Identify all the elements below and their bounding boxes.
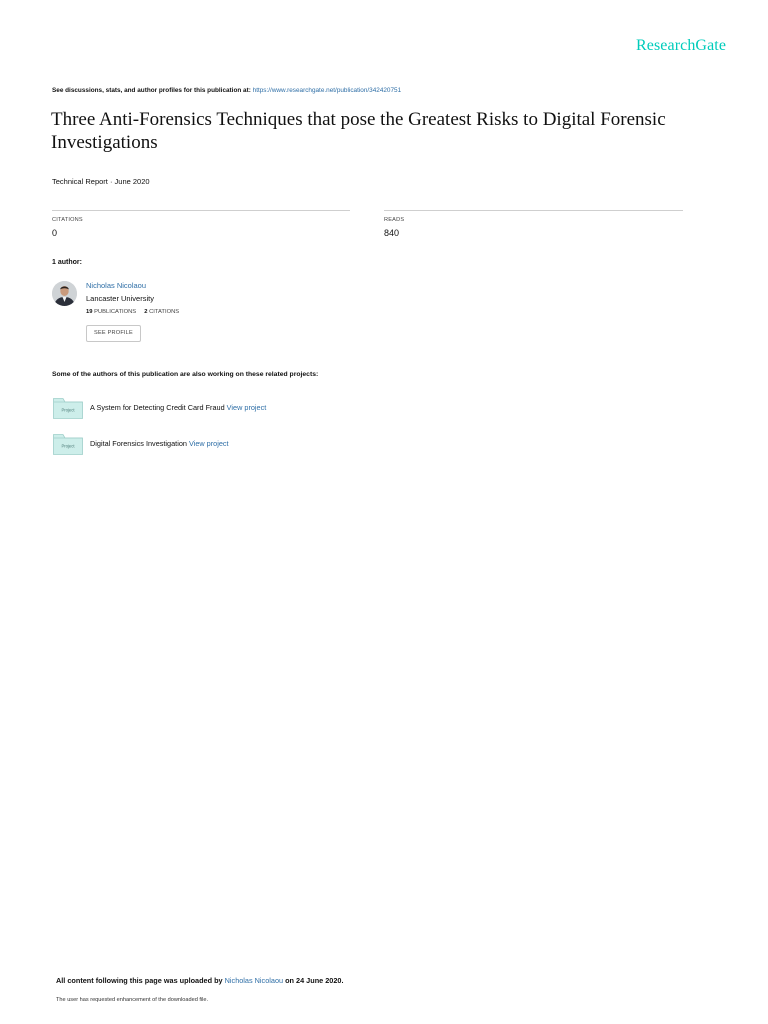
author-stats — [86, 309, 179, 315]
related-projects-heading: Some of the authors of this publication are also working on these related projects: — [52, 371, 319, 378]
author-institution: Lancaster University — [86, 294, 154, 303]
project-icon-label: Project — [61, 443, 75, 449]
upload-notice — [56, 976, 344, 985]
authors-heading: 1 author: — [52, 259, 82, 266]
project-row — [52, 397, 452, 419]
author-name-link[interactable]: Nicholas Nicolaou — [86, 281, 147, 290]
project-folder-icon[interactable] — [53, 433, 83, 455]
publication-url-link[interactable]: https://www.researchgate.net/publication/342420751 — [252, 87, 402, 94]
see-profile-button[interactable]: SEE PROFILE — [86, 325, 141, 342]
reads-value: 840 — [384, 228, 400, 238]
upload-prefix: All content following this page was uploaded by — [56, 976, 225, 985]
view-project-link[interactable]: View project — [188, 439, 229, 448]
discussion-prefix: See discussions, stats, and author profiles for this publication at: — [52, 87, 253, 94]
reads-label: READS — [384, 217, 405, 223]
publication-title: Three Anti-Forensics Techniques that pose the Greatest Risks to Digital Forensic Investigations — [51, 109, 666, 153]
enhancement-note: The user has requested enhancement of the downloaded file. — [56, 997, 209, 1003]
publication-meta: Technical Report · June 2020 — [52, 177, 150, 186]
uploader-link[interactable]: Nicholas Nicolaou — [224, 976, 284, 985]
citations-label: CITATIONS — [52, 217, 83, 223]
reads-divider — [384, 210, 683, 211]
upload-suffix: on 24 June 2020. — [283, 976, 344, 985]
researchgate-logo[interactable]: ResearchGate — [636, 37, 727, 54]
author-citations-count: 2 — [144, 309, 148, 315]
author-citations-label: CITATIONS — [149, 309, 180, 315]
author-publications-count: 19 — [86, 309, 93, 315]
author-photo-icon — [52, 281, 77, 306]
project-name: A System for Detecting Credit Card Fraud — [90, 403, 225, 412]
project-item — [90, 403, 266, 412]
project-folder-icon[interactable] — [53, 397, 83, 419]
project-name: Digital Forensics Investigation — [90, 439, 187, 448]
project-item — [90, 439, 229, 448]
author-avatar[interactable] — [52, 281, 77, 306]
citations-divider — [52, 210, 350, 211]
citations-value: 0 — [52, 228, 58, 238]
project-icon-label: Project — [61, 407, 75, 413]
discussion-line — [52, 87, 401, 94]
project-row — [52, 433, 452, 455]
view-project-link[interactable]: View project — [226, 403, 267, 412]
author-publications-label: PUBLICATIONS — [94, 309, 137, 315]
